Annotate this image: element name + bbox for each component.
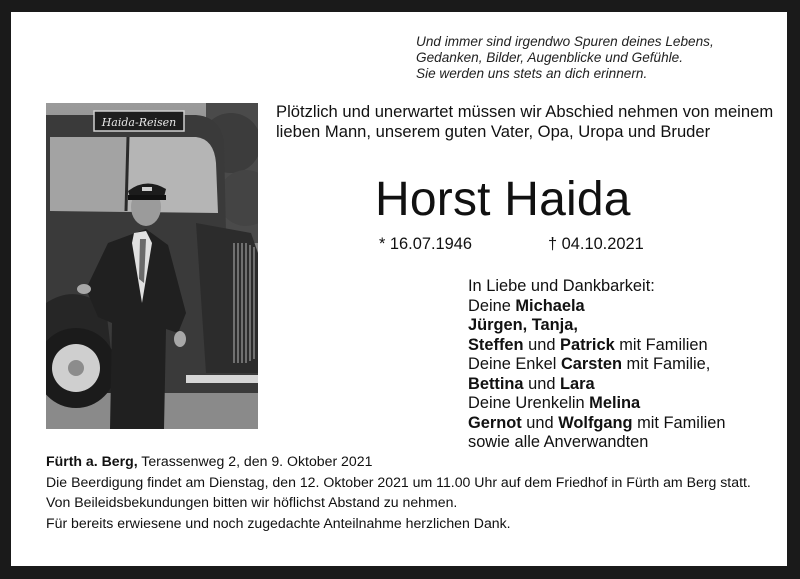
portrait-photo	[46, 103, 258, 429]
thanks-note: Für bereits erwiesene und noch zugedachte Anteilnahme herzlichen Dank.	[46, 514, 511, 531]
mourner-line	[468, 297, 778, 317]
footer-text	[46, 453, 781, 535]
mourner-line: sowie alle Anverwandten	[468, 433, 649, 451]
mourner-line	[468, 394, 778, 414]
mourner-text: mit Familie,	[621, 355, 711, 373]
mourner-name: Michaela	[515, 296, 585, 315]
mourner-text: und	[521, 413, 559, 432]
mourner-text: mit Familien	[614, 335, 708, 354]
quote-line: Gedanken, Bilder, Augenblicke und Gefühle.	[416, 50, 684, 65]
birth-date: * 16.07.1946	[379, 235, 472, 253]
mourner-name: Carsten	[560, 355, 622, 373]
mourner-line	[468, 414, 778, 434]
mourners-list	[468, 277, 778, 453]
deceased-name: Horst Haida	[375, 173, 631, 226]
bus-sign-text: Haida-Reisen	[101, 116, 177, 129]
obituary-card	[11, 12, 787, 566]
mourner-text: Deine	[468, 296, 516, 315]
mourner-name: Melina	[589, 394, 641, 412]
memorial-quote	[416, 34, 776, 82]
intro-text: Plötzlich und unerwartet müssen wir Abschied nehmen von meinem lieben Mann, unserem guten Vater, Opa, Uropa und Bruder	[276, 102, 774, 141]
mourner-line	[468, 355, 778, 375]
funeral-info: Die Beerdigung findet am Dienstag, den 12. Oktober 2021 um 11.00 Uhr auf dem Friedhof in Fürth am Berg statt.	[46, 473, 751, 490]
mourners-heading: In Liebe und Dankbarkeit:	[468, 277, 655, 295]
place-name: Fürth a. Berg,	[46, 453, 138, 469]
mourner-name: Steffen	[468, 335, 524, 354]
mourner-name: Bettina	[468, 374, 524, 393]
mourner-text: mit Familien	[632, 413, 726, 432]
place-date-line	[46, 453, 781, 471]
death-date: † 04.10.2021	[548, 235, 644, 253]
mourner-line	[468, 336, 778, 356]
mourner-line	[468, 375, 778, 395]
mourner-text: Deine Enkel	[468, 355, 561, 373]
mourner-name: Jürgen, Tanja,	[468, 316, 578, 334]
mourner-name: Gernot	[468, 413, 522, 432]
mourner-name: Wolfgang	[558, 413, 633, 432]
condolence-note: Von Beileidsbekundungen bitten wir höflichst Abstand zu nehmen.	[46, 494, 458, 510]
mourner-name: Lara	[560, 374, 595, 393]
address-date: Terassenweg 2, den 9. Oktober 2021	[137, 453, 373, 469]
mourner-text: Deine Urenkelin	[468, 394, 590, 412]
mourner-name: Patrick	[560, 335, 615, 354]
mourner-text: und	[523, 335, 561, 354]
mourner-line	[468, 316, 778, 336]
mourner-text: und	[523, 374, 561, 393]
quote-line: Sie werden uns stets an dich erinnern.	[416, 66, 648, 81]
quote-line: Und immer sind irgendwo Spuren deines Lebens,	[416, 34, 714, 49]
